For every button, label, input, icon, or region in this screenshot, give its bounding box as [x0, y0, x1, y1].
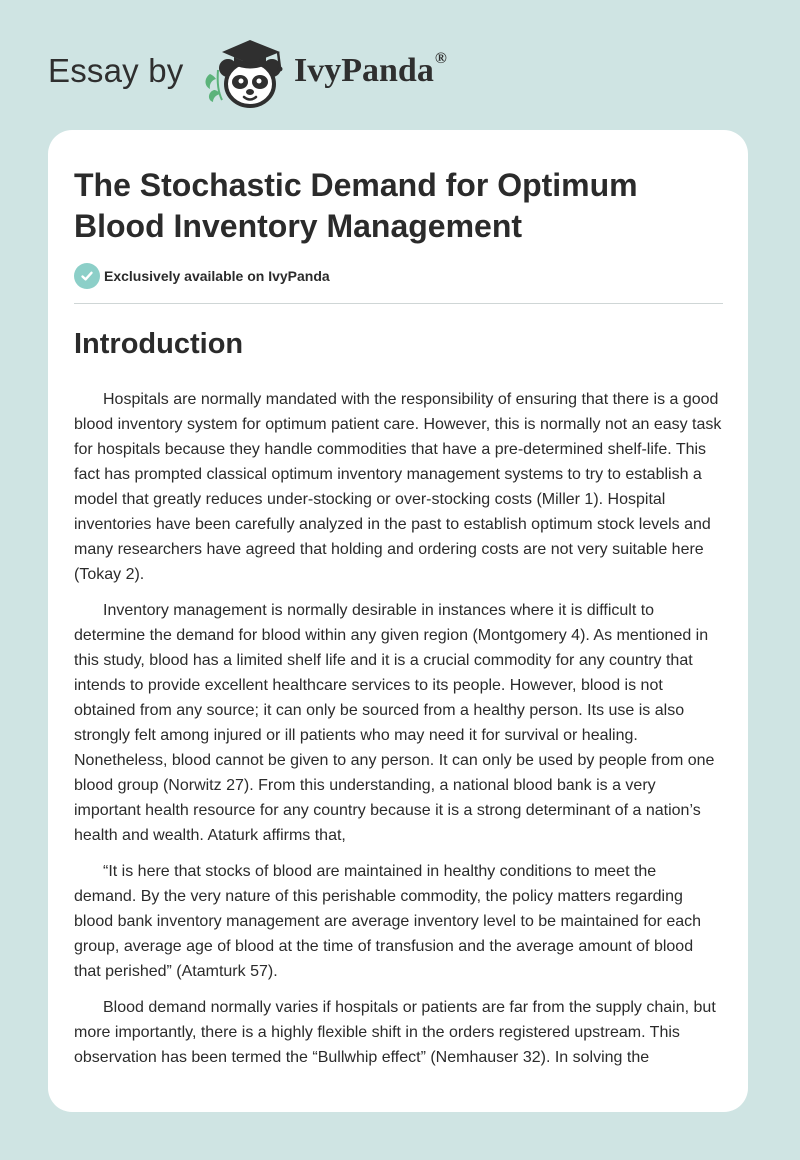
- exclusive-badge: [74, 263, 330, 289]
- paragraph: “It is here that stocks of blood are maintained in healthy conditions to meet the demand. By the very nature of this perishable commodity, the policy matters regarding blood bank inventory management are average inventory level to be maintained for each group, average age of blood at the time of transfusion and the average amount of blood that perished” (Atamturk 57).: [74, 863, 702, 980]
- check-mark-graphic: [80, 269, 94, 283]
- exclusive-label: Exclusively available on IvyPanda: [104, 268, 330, 284]
- paragraph: Blood demand normally varies if hospitals or patients are far from the supply chain, but more importantly, there is a highly flexible shift in the orders registered upstream. This observation has been termed the “Bullwhip effect” (Nemhauser 32). In solving the: [74, 999, 716, 1066]
- essay-body: [74, 387, 722, 1081]
- check-circle-icon: [74, 263, 100, 289]
- paragraph: Hospitals are normally mandated with the responsibility of ensuring that there is a good blood inventory system for optimum patient care. However, this is normally not an easy task for hospitals because they handle commodities that have a pre-determined shelf-life. This fact has prompted classical optimum inventory management systems to try to establish a model that greatly reduces under-stocking or over-stocking costs (Miller 1). Hospital inventories have been carefully analyzed in the past to establish optimum stock levels and many researchers have agreed that holding and ordering costs are not very suitable here (Tokay 2).: [74, 391, 722, 583]
- essay-by-label: Essay by: [48, 52, 184, 89]
- panda-graduation-cap-icon[interactable]: [200, 34, 292, 110]
- ivypanda-brand-name[interactable]: [294, 52, 447, 90]
- registered-mark: ®: [434, 50, 447, 67]
- site-header: [48, 34, 508, 114]
- section-heading-introduction: Introduction: [74, 328, 244, 360]
- ivy-leaf-icon: [206, 70, 223, 102]
- essay-title: The Stochastic Demand for Optimum Blood Inventory Management: [74, 167, 638, 244]
- brand-name-text: IvyPanda: [294, 52, 434, 89]
- panda-logo-graphic: [200, 34, 292, 110]
- essay-card: [48, 130, 748, 1112]
- paragraph: Inventory management is normally desirable in instances where it is difficult to determine the demand for blood within any given region (Montgomery 4). As mentioned in this study, blood has a limited shelf life and it is a crucial commodity for any country that intends to provide excellent healthcare services to its people. However, blood is not obtained from any source; it can only be sourced from a healthy person. Its use is also strongly felt among injured or ill patients who may need it for survival or healing. Nonetheless, blood cannot be given to any person. It can only be used by people from one blood group (Norwitz 27). From this understanding, a national blood bank is a very important health resource for any country because it is a strong determinant of a nation’s health and wealth. Ataturk affirms that,: [74, 602, 715, 844]
- title-divider: [74, 303, 723, 304]
